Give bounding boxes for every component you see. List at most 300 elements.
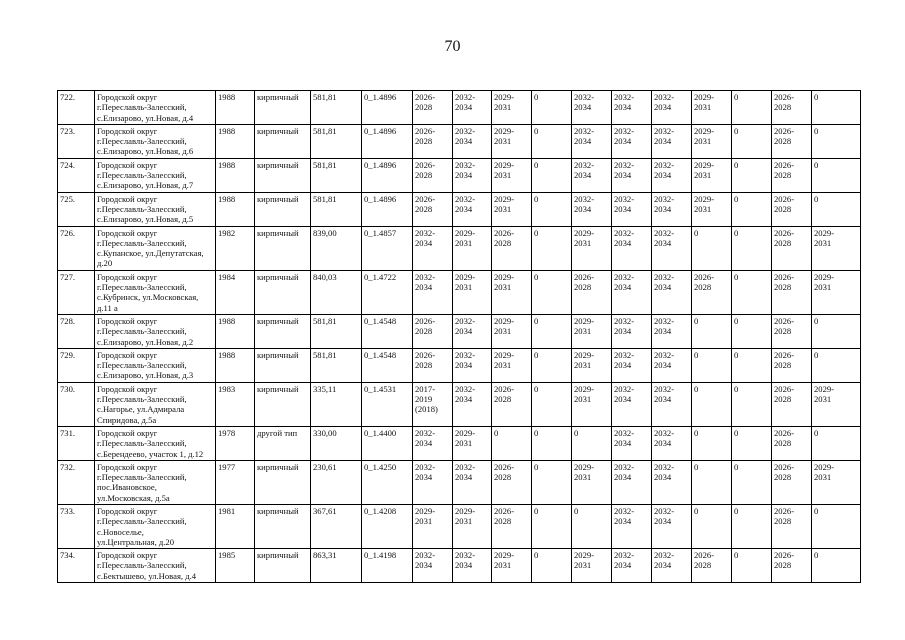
period-10-line: 2026- [774,193,795,204]
address-cell [95,504,216,548]
period-3-cell [492,314,532,348]
period-2-line: 2034 [455,326,473,337]
period-10-cell [772,270,812,314]
period-8-line: 2031 [694,170,712,181]
period-11-cell [812,226,861,270]
year-built-cell: 1984 [216,270,255,314]
priority-index-cell: 0_1.4198 [362,549,413,583]
period-5-line: 2034 [574,170,592,181]
period-1-cell [413,460,453,504]
address-cell [95,460,216,504]
period-10-line: 2026- [774,125,795,136]
period-11-cell: 0 [812,426,861,460]
period-7-line: 2034 [654,472,672,483]
address-line: Спиридова, д.5а [97,414,157,425]
period-7-line: 2032- [654,461,675,472]
table-row [58,382,861,426]
table-row [58,91,861,125]
period-1-line: 2034 [415,282,433,293]
address-line: с.Елизарово, ул.Новая, д.5 [97,214,194,225]
period-7-cell [652,226,692,270]
address-cell [95,226,216,270]
period-9-cell: 0 [732,382,772,426]
period-6-line: 2032- [614,383,635,394]
period-5-cell [572,549,612,583]
year-built-cell: 1977 [216,460,255,504]
period-5-cell: 0 [572,426,612,460]
period-1-cell [413,91,453,125]
period-6-line: 2032- [614,125,635,136]
period-8-line: 2031 [694,203,712,214]
address-line: Городской округ [97,159,158,170]
period-10-cell [772,504,812,548]
period-3-line: 2026- [494,461,515,472]
period-5-line: 2031 [574,326,592,337]
period-8-cell: 0 [692,426,732,460]
period-9-cell: 0 [732,158,772,192]
address-line: д.20 [97,258,113,269]
period-4-cell: 0 [532,348,572,382]
address-line: с.Купанское, ул.Депутатская, [97,248,204,259]
period-2-cell [453,124,492,158]
period-2-line: 2032- [455,193,476,204]
period-1-line: 2028 [415,102,433,113]
period-3-cell: 0 [492,426,532,460]
priority-index-cell: 0_1.4896 [362,124,413,158]
period-8-cell: 0 [692,460,732,504]
period-2-line: 2029- [455,271,476,282]
address-cell [95,426,216,460]
priority-index-cell: 0_1.4722 [362,270,413,314]
period-3-line: 2029- [494,193,515,204]
address-line: Городской округ [97,427,158,438]
period-6-line: 2032- [614,349,635,360]
period-1-cell [413,124,453,158]
wall-material-cell: кирпичный [255,226,311,270]
period-2-line: 2031 [455,438,473,449]
period-11-cell: 0 [812,192,861,226]
period-11-line: 2029- [814,461,835,472]
period-6-cell [612,270,652,314]
priority-index-cell: 0_1.4400 [362,426,413,460]
period-5-line: 2034 [574,102,592,113]
period-2-line: 2034 [455,394,473,405]
period-10-line: 2028 [774,237,792,248]
period-10-cell [772,382,812,426]
period-6-line: 2034 [614,282,632,293]
period-2-line: 2032- [455,461,476,472]
period-6-line: 2032- [614,193,635,204]
period-7-cell [652,314,692,348]
period-1-cell [413,426,453,460]
period-3-cell [492,192,532,226]
period-3-line: 2026- [494,383,515,394]
period-7-cell [652,460,692,504]
table-row [58,314,861,348]
period-11-line: 2029- [814,383,835,394]
period-5-line: 2034 [574,136,592,147]
period-11-cell: 0 [812,124,861,158]
period-6-line: 2034 [614,326,632,337]
period-5-line: 2029- [574,315,595,326]
period-3-cell [492,226,532,270]
period-7-line: 2032- [654,159,675,170]
period-2-line: 2034 [455,360,473,371]
period-2-line: 2034 [455,170,473,181]
period-10-cell [772,91,812,125]
address-line: г.Переславль-Залесский, [97,360,187,371]
period-1-line: 2029- [415,505,436,516]
priority-index-cell: 0_1.4896 [362,158,413,192]
period-3-cell [492,124,532,158]
table-row [58,124,861,158]
period-9-cell: 0 [732,460,772,504]
period-3-line: 2026- [494,505,515,516]
period-2-line: 2034 [455,136,473,147]
period-7-line: 2032- [654,427,675,438]
period-5-cell [572,382,612,426]
period-3-cell [492,460,532,504]
table-row [58,426,861,460]
address-line: Городской округ [97,227,158,238]
period-9-cell: 0 [732,91,772,125]
address-line: г.Переславль-Залесский, [97,237,187,248]
address-line: Городской округ [97,505,158,516]
address-line: г.Переславль-Залесский, [97,560,187,571]
address-line: Городской округ [97,315,158,326]
period-8-line: 2031 [694,136,712,147]
period-7-cell [652,348,692,382]
address-cell [95,549,216,583]
period-6-cell [612,158,652,192]
row-number-cell: 725. [58,192,95,226]
period-3-line: 2029- [494,92,515,102]
period-5-line: 2029- [574,349,595,360]
period-5-cell [572,192,612,226]
address-line: Городской округ [97,271,158,282]
address-cell [95,314,216,348]
period-3-line: 2029- [494,315,515,326]
period-11-cell: 0 [812,314,861,348]
period-7-cell [652,549,692,583]
period-8-line: 2031 [694,102,712,113]
period-7-cell [652,426,692,460]
period-1-line: 2034 [415,237,433,248]
period-7-line: 2032- [654,550,675,561]
table-row [58,348,861,382]
year-built-cell: 1988 [216,158,255,192]
row-number-cell: 724. [58,158,95,192]
period-10-line: 2028 [774,282,792,293]
period-11-cell: 0 [812,504,861,548]
period-2-cell [453,504,492,548]
wall-material-cell: кирпичный [255,314,311,348]
period-10-line: 2028 [774,560,792,571]
period-1-line: 2026- [415,193,436,204]
address-line: г.Переславль-Залесский, [97,282,187,293]
period-2-line: 2034 [455,560,473,571]
period-5-line: 2032- [574,193,595,204]
period-4-cell: 0 [532,192,572,226]
period-3-cell [492,382,532,426]
period-2-line: 2034 [455,102,473,113]
period-8-cell [692,270,732,314]
period-11-line: 2029- [814,271,835,282]
period-9-cell: 0 [732,226,772,270]
period-9-cell: 0 [732,314,772,348]
address-line: г.Переславль-Залесский, [97,102,187,113]
period-6-line: 2034 [614,170,632,181]
area-cell: 230,61 [311,460,362,504]
period-3-line: 2031 [494,326,512,337]
address-line: Городской округ [97,193,158,204]
wall-material-cell: другой тип [255,426,311,460]
period-2-line: 2032- [455,550,476,561]
period-3-line: 2028 [494,472,512,483]
period-8-line: 2029- [694,159,715,170]
period-1-line: 2026- [415,92,436,102]
period-10-line: 2026- [774,550,795,561]
period-5-cell [572,124,612,158]
period-5-line: 2031 [574,560,592,571]
year-built-cell: 1983 [216,382,255,426]
period-9-cell: 0 [732,270,772,314]
period-1-line: 2026- [415,159,436,170]
address-line: с.Елизарово, ул.Новая, д.3 [97,370,194,381]
period-8-cell [692,91,732,125]
period-7-line: 2032- [654,349,675,360]
period-5-cell [572,270,612,314]
period-1-cell [413,192,453,226]
wall-material-cell: кирпичный [255,124,311,158]
priority-index-cell: 0_1.4531 [362,382,413,426]
period-9-cell: 0 [732,549,772,583]
period-2-line: 2029- [455,427,476,438]
period-10-line: 2026- [774,461,795,472]
address-cell [95,192,216,226]
period-4-cell: 0 [532,460,572,504]
address-cell [95,348,216,382]
period-1-cell [413,158,453,192]
period-10-cell [772,348,812,382]
area-cell: 581,81 [311,91,362,125]
period-10-cell [772,314,812,348]
period-6-line: 2032- [614,550,635,561]
period-10-line: 2026- [774,427,795,438]
year-built-cell: 1981 [216,504,255,548]
period-1-line: 2028 [415,326,433,337]
period-4-cell: 0 [532,270,572,314]
address-line: пос.Ивановское, [97,482,157,493]
period-2-line: 2034 [455,203,473,214]
period-5-line: 2029- [574,550,595,561]
period-2-cell [453,460,492,504]
period-5-cell [572,158,612,192]
period-1-line: 2032- [415,461,436,472]
period-5-cell [572,314,612,348]
address-cell [95,158,216,192]
area-cell: 581,81 [311,348,362,382]
housing-table [57,90,861,583]
wall-material-cell: кирпичный [255,270,311,314]
period-5-cell: 0 [572,504,612,548]
period-1-line: 2032- [415,427,436,438]
period-10-cell [772,124,812,158]
row-number-cell: 728. [58,314,95,348]
period-11-cell [812,270,861,314]
period-6-cell [612,426,652,460]
period-8-line: 2029- [694,193,715,204]
address-line: г.Переславль-Залесский, [97,394,187,405]
period-1-cell [413,348,453,382]
period-6-cell [612,382,652,426]
period-2-line: 2032- [455,315,476,326]
period-11-cell [812,460,861,504]
address-line: Городской округ [97,461,158,472]
year-built-cell: 1988 [216,348,255,382]
period-5-line: 2029- [574,383,595,394]
row-number-cell: 730. [58,382,95,426]
address-line: ул.Московская, д.5а [97,492,170,503]
area-cell: 330,00 [311,426,362,460]
period-7-line: 2032- [654,193,675,204]
period-7-line: 2034 [654,560,672,571]
wall-material-cell: кирпичный [255,192,311,226]
period-11-cell: 0 [812,549,861,583]
address-line: Городской округ [97,125,158,136]
period-7-cell [652,270,692,314]
wall-material-cell: кирпичный [255,91,311,125]
period-7-line: 2034 [654,237,672,248]
period-6-line: 2032- [614,271,635,282]
address-cell [95,91,216,125]
period-6-line: 2034 [614,136,632,147]
period-9-cell: 0 [732,192,772,226]
period-7-line: 2034 [654,438,672,449]
period-10-cell [772,549,812,583]
period-4-cell: 0 [532,549,572,583]
period-10-line: 2028 [774,136,792,147]
period-1-line: 2034 [415,472,433,483]
period-7-cell [652,91,692,125]
period-5-line: 2029- [574,227,595,238]
period-7-line: 2034 [654,282,672,293]
period-6-line: 2034 [614,394,632,405]
period-3-line: 2031 [494,282,512,293]
period-5-line: 2032- [574,159,595,170]
period-5-cell [572,348,612,382]
period-3-cell [492,348,532,382]
period-1-line: 2026- [415,125,436,136]
period-7-line: 2034 [654,394,672,405]
period-8-cell: 0 [692,504,732,548]
priority-index-cell: 0_1.4548 [362,348,413,382]
period-10-line: 2026- [774,159,795,170]
address-line: Городской округ [97,383,158,394]
period-2-line: 2031 [455,237,473,248]
period-1-cell [413,504,453,548]
period-8-cell [692,549,732,583]
period-5-line: 2034 [574,203,592,214]
row-number-cell: 722. [58,91,95,125]
address-line: с.Новоселье, [97,526,144,537]
period-11-cell: 0 [812,91,861,125]
period-10-line: 2028 [774,394,792,405]
period-2-line: 2032- [455,383,476,394]
area-cell: 581,81 [311,124,362,158]
address-cell [95,382,216,426]
period-3-line: 2028 [494,237,512,248]
address-cell [95,124,216,158]
period-8-line: 2026- [694,550,715,561]
period-3-line: 2028 [494,394,512,405]
period-1-line: 2028 [415,136,433,147]
period-7-line: 2032- [654,383,675,394]
address-line: с.Елизарово, ул.Новая, д.2 [97,336,194,347]
period-2-line: 2032- [455,125,476,136]
period-3-line: 2031 [494,203,512,214]
area-cell: 581,81 [311,314,362,348]
period-5-cell [572,226,612,270]
period-6-cell [612,91,652,125]
period-10-line: 2026- [774,227,795,238]
period-6-line: 2034 [614,102,632,113]
period-5-cell [572,91,612,125]
period-10-line: 2026- [774,92,795,102]
row-number-cell: 727. [58,270,95,314]
period-3-cell [492,549,532,583]
year-built-cell: 1988 [216,192,255,226]
period-1-line: 2026- [415,315,436,326]
period-6-line: 2032- [614,92,635,102]
period-6-cell [612,314,652,348]
year-built-cell: 1988 [216,91,255,125]
period-9-cell: 0 [732,348,772,382]
period-6-line: 2032- [614,315,635,326]
period-7-line: 2034 [654,136,672,147]
period-6-line: 2032- [614,159,635,170]
period-1-line: 2032- [415,550,436,561]
period-3-line: 2028 [494,516,512,527]
area-cell: 335,11 [311,382,362,426]
period-2-cell [453,158,492,192]
row-number-cell: 734. [58,549,95,583]
period-11-cell [812,382,861,426]
period-3-line: 2031 [494,360,512,371]
period-4-cell: 0 [532,124,572,158]
table-row [58,158,861,192]
period-8-cell: 0 [692,226,732,270]
period-1-line: 2028 [415,170,433,181]
address-line: г.Переславль-Залесский, [97,472,187,483]
year-built-cell: 1985 [216,549,255,583]
period-6-cell [612,192,652,226]
period-5-line: 2028 [574,282,592,293]
area-cell: 839,00 [311,226,362,270]
wall-material-cell: кирпичный [255,549,311,583]
period-11-line: 2031 [814,237,832,248]
priority-index-cell: 0_1.4896 [362,192,413,226]
period-5-line: 2032- [574,125,595,136]
period-10-line: 2028 [774,102,792,113]
period-5-line: 2031 [574,237,592,248]
table-row [58,270,861,314]
period-1-cell [413,549,453,583]
priority-index-cell: 0_1.4896 [362,91,413,125]
period-3-line: 2029- [494,349,515,360]
row-number-cell: 731. [58,426,95,460]
area-cell: 840,03 [311,270,362,314]
